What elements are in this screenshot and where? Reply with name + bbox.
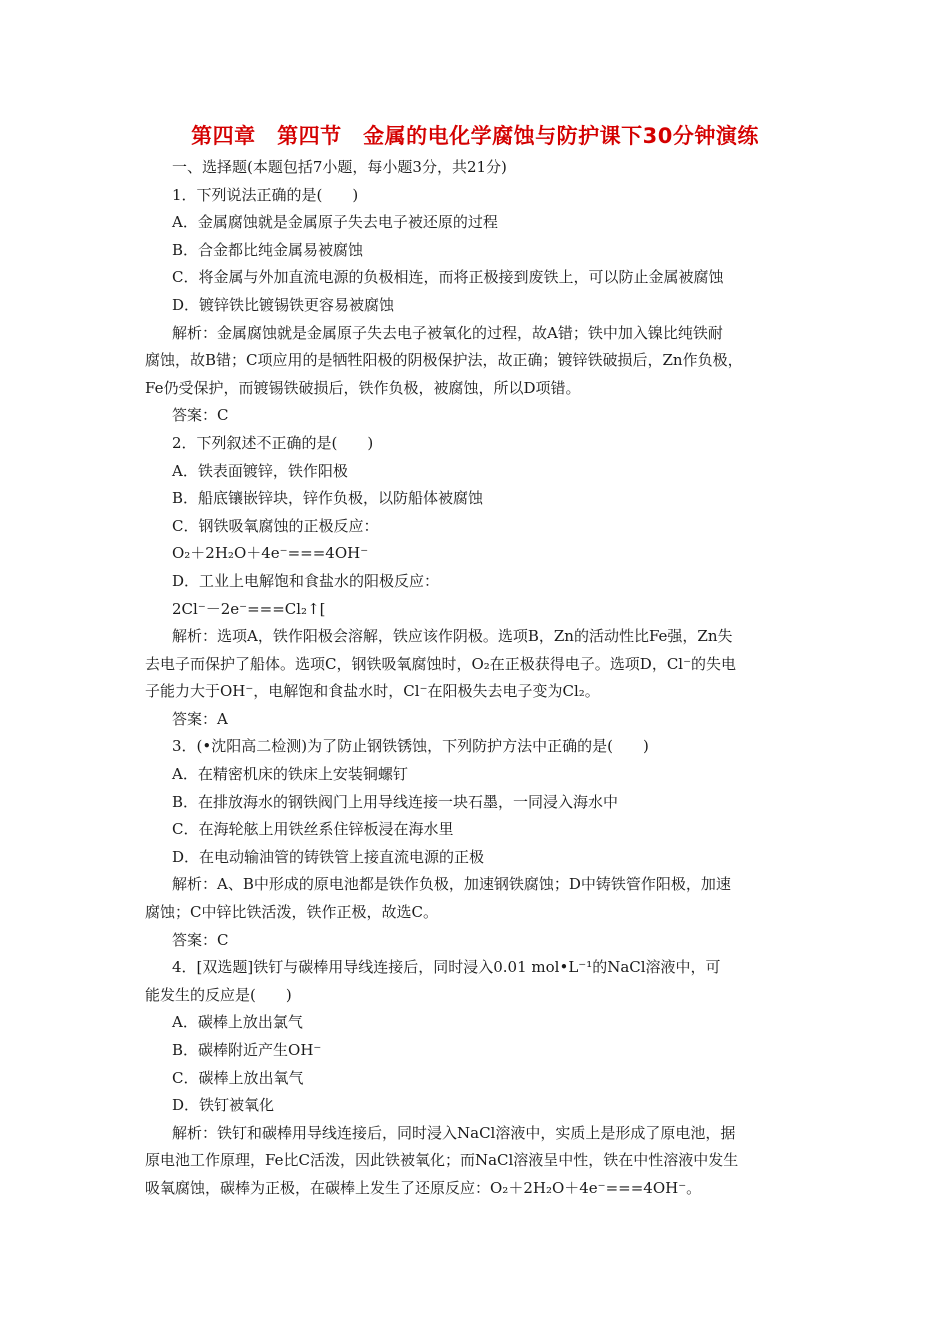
equation-line: O₂＋2H₂O＋4e⁻===4OH⁻	[172, 544, 369, 563]
answer-line: 答案：C	[172, 930, 229, 949]
question-3: 3．(•沈阳高二检测)为了防止钢铁锈蚀，下列防护方法中正确的是( )	[172, 737, 649, 756]
analysis-line: 解析：铁钉和碳棒用导线连接后，同时浸入NaCl溶液中，实质上是形成了原电池，据	[172, 1123, 736, 1142]
answer-line: 答案：C	[172, 406, 229, 425]
option-line: C．在海轮舷上用铁丝系住锌板浸在海水里	[172, 820, 454, 839]
analysis-line: 解析：选项A，铁作阳极会溶解，铁应该作阴极。选项B，Zn的活动性比Fe强，Zn失	[172, 627, 733, 646]
analysis-line: 原电池工作原理，Fe比C活泼，因此铁被氧化；而NaCl溶液呈中性，铁在中性溶液中发生	[145, 1151, 739, 1170]
equation-line: 2Cl⁻－2e⁻===Cl₂↑[	[172, 599, 326, 618]
answer-line: 答案：A	[172, 709, 228, 728]
option-line: C．钢铁吸氧腐蚀的正极反应：	[172, 516, 379, 535]
analysis-line: 吸氧腐蚀，碳棒为正极，在碳棒上发生了还原反应：O₂＋2H₂O＋4e⁻===4OH⁻。	[145, 1178, 702, 1197]
option-line: D．镀锌铁比镀锡铁更容易被腐蚀	[172, 295, 395, 314]
option-line: C．碳棒上放出氧气	[172, 1068, 304, 1087]
option-line: D．铁钉被氧化	[172, 1096, 275, 1115]
analysis-line: 去电子而保护了船体。选项C，钢铁吸氧腐蚀时，O₂在正极获得电子。选项D，Cl⁻的失电	[145, 654, 737, 673]
option-line: D．在电动输油管的铸铁管上接直流电源的正极	[172, 847, 485, 866]
option-line: A．碳棒上放出氯气	[172, 1013, 303, 1032]
option-line: B．在排放海水的钢铁阀门上用导线连接一块石墨，一同浸入海水中	[172, 792, 619, 811]
question-4: 4．[双选题]铁钉与碳棒用导线连接后，同时浸入0.01 mol•L⁻¹的NaCl溶液中，可	[172, 958, 721, 977]
section-heading: 一、选择题(本题包括7小题，每小题3分，共21分)	[172, 158, 507, 176]
question-4-continued: 能发生的反应是( )	[145, 985, 292, 1004]
option-line: A．在精密机床的铁床上安装铜螺钉	[172, 765, 408, 784]
analysis-line: 子能力大于OH⁻，电解饱和食盐水时，Cl⁻在阳极失去电子变为Cl₂。	[145, 682, 600, 701]
analysis-line: Fe仍受保护，而镀锡铁破损后，铁作负极，被腐蚀，所以D项错。	[145, 378, 581, 397]
page-title: 第四章 第四节 金属的电化学腐蚀与防护课下30分钟演练	[191, 124, 759, 148]
option-line: B．船底镶嵌锌块，锌作负极，以防船体被腐蚀	[172, 489, 484, 508]
question-2: 2．下列叙述不正确的是( )	[172, 433, 374, 452]
analysis-line: 腐蚀；C中锌比铁活泼，铁作正极，故选C。	[145, 903, 438, 922]
analysis-line: 解析：金属腐蚀就是金属原子失去电子被氧化的过程，故A错；铁中加入镍比纯铁耐	[172, 323, 723, 342]
option-line: A．铁表面镀锌，铁作阳极	[172, 461, 348, 480]
question-1: 1．下列说法正确的是( )	[172, 185, 359, 204]
option-line: A．金属腐蚀就是金属原子失去电子被还原的过程	[172, 213, 498, 232]
option-line: B．合金都比纯金属易被腐蚀	[172, 240, 364, 259]
analysis-line: 解析：A、B中形成的原电池都是铁作负极，加速钢铁腐蚀；D中铸铁管作阳极，加速	[172, 875, 731, 894]
analysis-line: 腐蚀，故B错；C项应用的是牺牲阳极的阴极保护法，故正确；镀锌铁破损后，Zn作负极，	[145, 351, 743, 370]
option-line: C．将金属与外加直流电源的负极相连，而将正极接到废铁上，可以防止金属被腐蚀	[172, 268, 724, 287]
document-body	[145, 154, 812, 1203]
option-line: D．工业上电解饱和食盐水的阳极反应：	[172, 571, 440, 590]
option-line: B．碳棒附近产生OH⁻	[172, 1041, 322, 1059]
